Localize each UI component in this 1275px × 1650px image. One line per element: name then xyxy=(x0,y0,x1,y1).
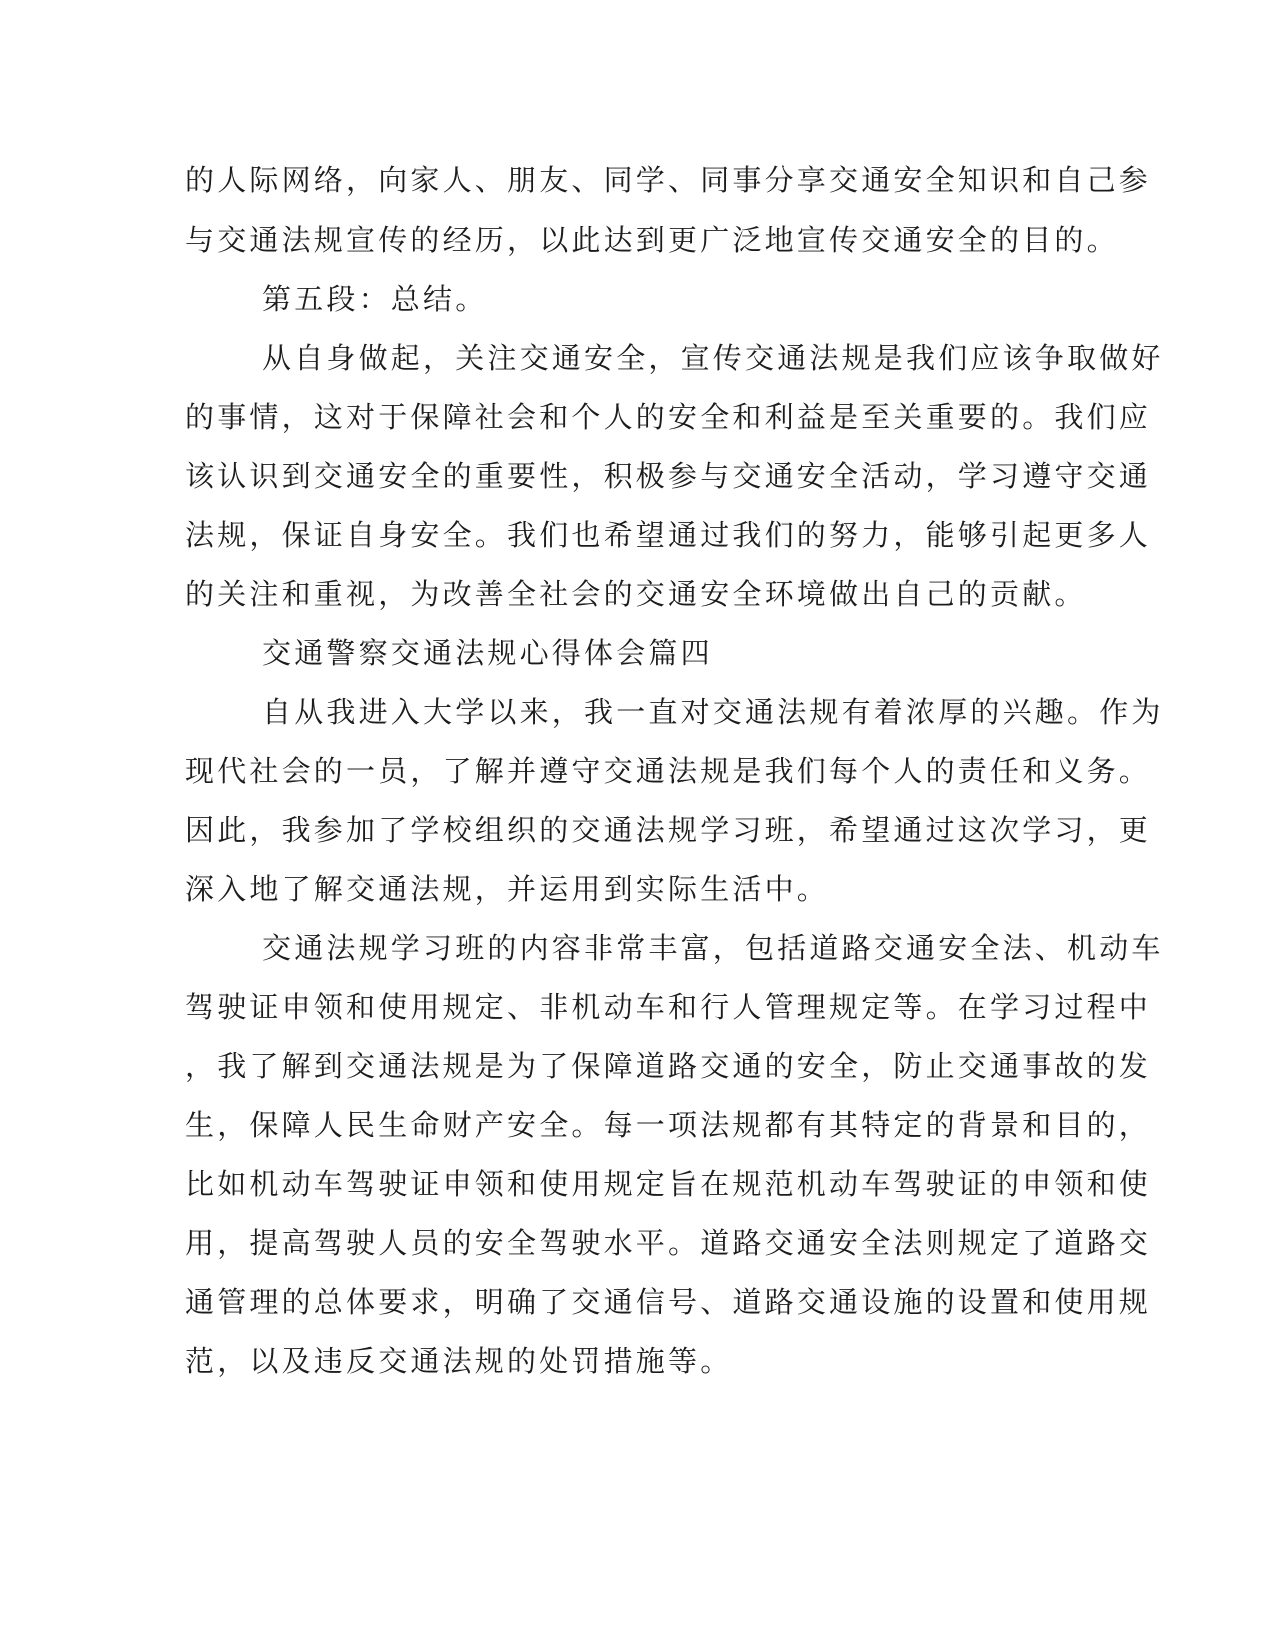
text-line: 比如机动车驾驶证申领和使用规定旨在规范机动车驾驶证的申领和使 xyxy=(185,1167,1152,1201)
text-line: 驾驶证申领和使用规定、非机动车和行人管理规定等。在学习过程中 xyxy=(185,990,1152,1024)
text-line: 通管理的总体要求，明确了交通信号、道路交通设施的设置和使用规 xyxy=(185,1285,1152,1319)
text-line: 法规，保证自身安全。我们也希望通过我们的努力，能够引起更多人 xyxy=(185,518,1152,552)
text-line: 范，以及违反交通法规的处罚措施等。 xyxy=(185,1344,733,1378)
text-line: 现代社会的一员，了解并遵守交通法规是我们每个人的责任和义务。 xyxy=(185,754,1152,788)
paragraph-first-line: 从自身做起，关注交通安全，宣传交通法规是我们应该争取做好 xyxy=(262,341,1164,375)
text-line: 的关注和重视，为改善全社会的交通安全环境做出自己的贡献。 xyxy=(185,577,1087,611)
text-line: 该认识到交通安全的重要性，积极参与交通安全活动，学习遵守交通 xyxy=(185,459,1152,493)
section-title: 交通警察交通法规心得体会篇四 xyxy=(262,636,713,670)
text-line: 生，保障人民生命财产安全。每一项法规都有其特定的背景和目的， xyxy=(185,1108,1152,1142)
section-heading: 第五段：总结。 xyxy=(262,282,488,316)
text-line: 用，提高驾驶人员的安全驾驶水平。道路交通安全法则规定了道路交 xyxy=(185,1226,1152,1260)
text-line: 与交通法规宣传的经历，以此达到更广泛地宣传交通安全的目的。 xyxy=(185,223,1119,257)
text-line: 因此，我参加了学校组织的交通法规学习班，希望通过这次学习，更 xyxy=(185,813,1152,847)
paragraph-first-line: 自从我进入大学以来，我一直对交通法规有着浓厚的兴趣。作为 xyxy=(262,695,1164,729)
text-line: 深入地了解交通法规，并运用到实际生活中。 xyxy=(185,872,830,906)
text-line: 的事情，这对于保障社会和个人的安全和利益是至关重要的。我们应 xyxy=(185,400,1152,434)
text-line: 的人际网络，向家人、朋友、同学、同事分享交通安全知识和自己参 xyxy=(185,163,1152,197)
paragraph-first-line: 交通法规学习班的内容非常丰富，包括道路交通安全法、机动车 xyxy=(262,931,1164,965)
text-line: ，我了解到交通法规是为了保障道路交通的安全，防止交通事故的发 xyxy=(185,1049,1152,1083)
